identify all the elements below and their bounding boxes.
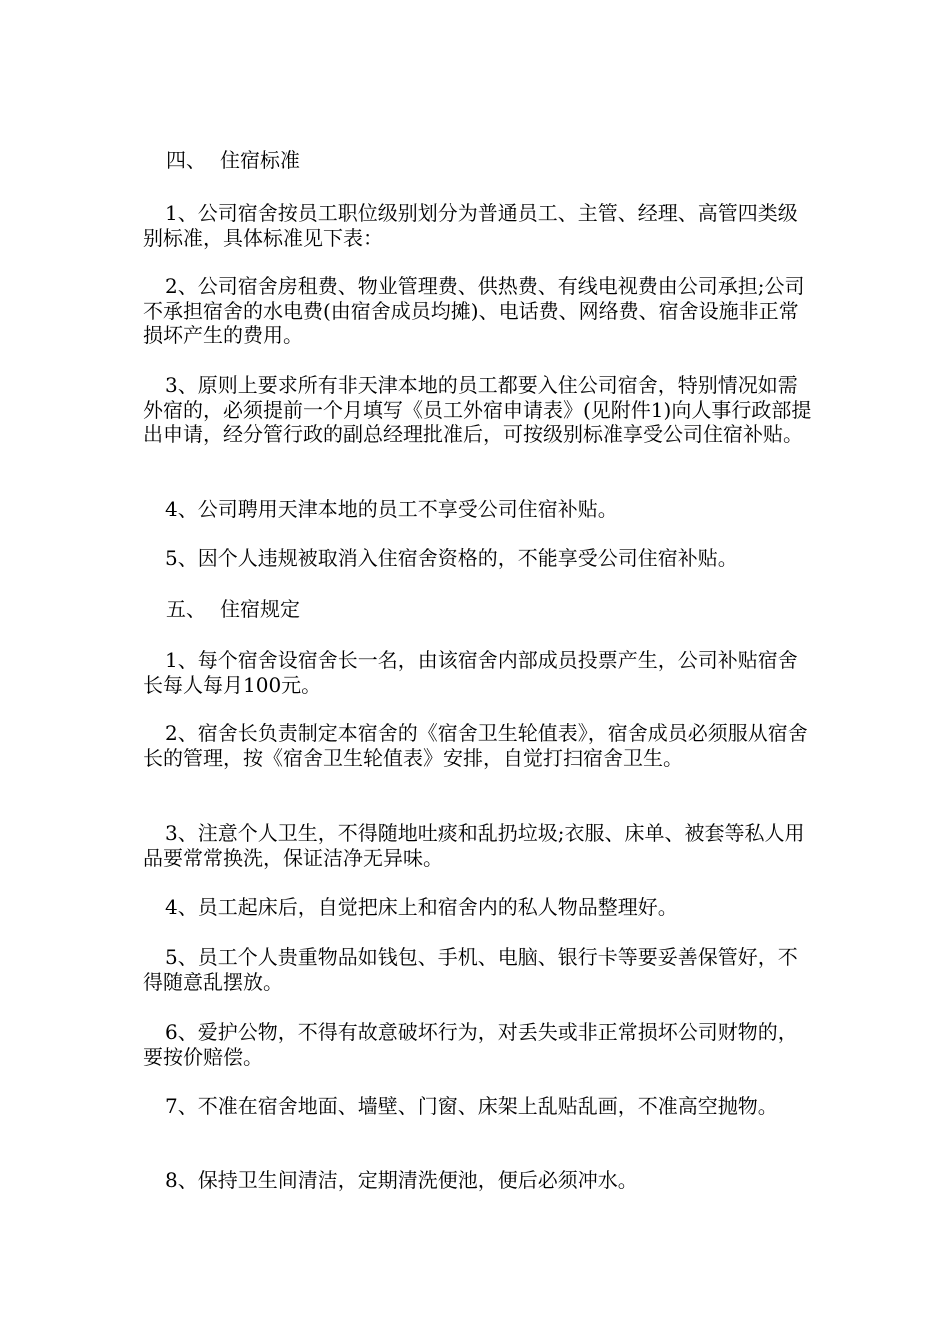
section-title: 住宿标准 — [220, 148, 300, 172]
paragraph: 3、注意个人卫生，不得随地吐痰和乱扔垃圾;衣服、床单、被套等私人用品要常常换洗，保证洁净无异味。 — [143, 821, 805, 870]
paragraph: 8、保持卫生间清洁，定期清洗便池，便后必须冲水。 — [165, 1168, 638, 1192]
section-heading-4 — [166, 148, 300, 173]
paragraph: 3、原则上要求所有非天津本地的员工都要入住公司宿舍，特别情况如需外宿的，必须提前一个月填写《员工外宿申请表》(见附件1)向人事行政部提出申请，经分管行政的副总经理批准后，可按级别标准享受公司住宿补贴。 — [143, 373, 812, 446]
section-number: 四、 — [166, 148, 206, 172]
paragraph: 5、因个人违规被取消入住宿舍资格的，不能享受公司住宿补贴。 — [165, 546, 738, 570]
paragraph: 4、员工起床后，自觉把床上和宿舍内的私人物品整理好。 — [165, 895, 678, 919]
paragraph: 2、公司宿舍房租费、物业管理费、供热费、有线电视费由公司承担;公司不承担宿舍的水电费(由宿舍成员均摊)、电话费、网络费、宿舍设施非正常损坏产生的费用。 — [143, 274, 805, 347]
paragraph: 6、爱护公物，不得有故意破坏行为，对丢失或非正常损坏公司财物的，要按价赔偿。 — [143, 1020, 798, 1069]
paragraph: 7、不准在宿舍地面、墙壁、门窗、床架上乱贴乱画，不准高空抛物。 — [165, 1094, 778, 1118]
paragraph: 4、公司聘用天津本地的员工不享受公司住宿补贴。 — [165, 497, 618, 521]
section-heading-5 — [166, 597, 300, 622]
section-title: 住宿规定 — [220, 597, 300, 621]
paragraph: 2、宿舍长负责制定本宿舍的《宿舍卫生轮值表》，宿舍成员必须服从宿舍长的管理，按《宿舍卫生轮值表》安排，自觉打扫宿舍卫生。 — [143, 721, 808, 770]
paragraph: 5、员工个人贵重物品如钱包、手机、电脑、银行卡等要妥善保管好，不得随意乱摆放。 — [143, 945, 798, 994]
section-number: 五、 — [166, 597, 206, 621]
paragraph: 1、每个宿舍设宿舍长一名，由该宿舍内部成员投票产生，公司补贴宿舍长每人每月100元。 — [143, 648, 798, 697]
paragraph: 1、公司宿舍按员工职位级别划分为普通员工、主管、经理、高管四类级别标准，具体标准见下表： — [143, 201, 798, 250]
